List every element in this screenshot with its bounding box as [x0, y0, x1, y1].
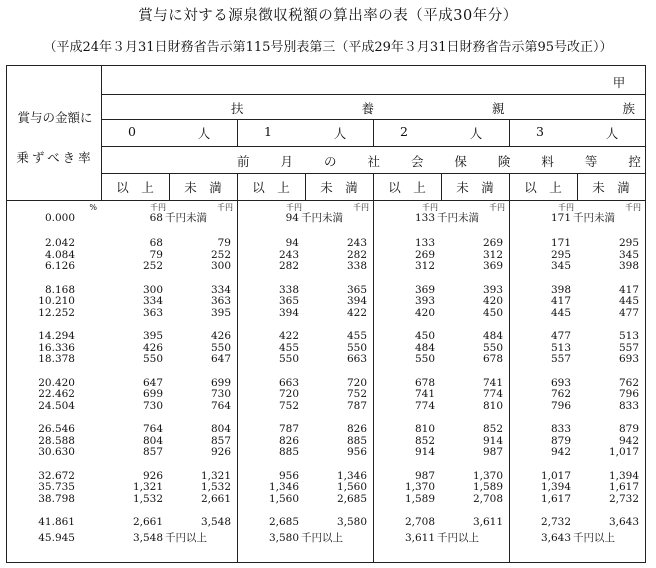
- table-cell-value: 365: [278, 295, 299, 307]
- table-cell-value: 926: [142, 469, 163, 482]
- social-insurance-char: 険: [497, 154, 511, 169]
- rate-value: 20.420: [38, 376, 75, 389]
- table-cell-value: 1,321: [132, 481, 163, 493]
- table-cell-value: 369: [482, 260, 503, 272]
- table-cell-value: 393: [414, 295, 435, 307]
- table-cell-value: 693: [618, 353, 639, 365]
- table-cell-value: 426: [142, 341, 163, 354]
- table-cell-value: 550: [482, 341, 503, 354]
- table-cell-value: 879: [550, 434, 571, 447]
- table-cell-value: 774: [414, 399, 435, 412]
- table-cell-value: 987: [414, 469, 435, 482]
- table-cell-value: 2,685: [268, 516, 299, 528]
- table-cell-value: 450: [482, 306, 503, 319]
- table-cell-value: 393: [482, 283, 503, 296]
- table-cell-value: 369: [414, 283, 435, 296]
- table-cell-value: 363: [142, 306, 163, 319]
- table-cell-value: 942: [618, 434, 639, 447]
- social-insurance-char: の: [323, 154, 337, 169]
- table-cell-value: 513: [550, 341, 571, 354]
- left-header-line2: 乗ずべき率: [16, 150, 94, 165]
- rate-value: 28.588: [38, 434, 75, 447]
- table-cell-value: 956: [278, 469, 299, 482]
- grid-line: [237, 119, 238, 146]
- dependents-unit: 人: [469, 126, 483, 141]
- grid-line: [373, 119, 374, 146]
- bracket-value: 68: [149, 212, 163, 224]
- bracket-suffix: 千円以上: [301, 532, 343, 544]
- bracket-value: 3,643: [540, 532, 571, 544]
- table-cell-value: 752: [278, 399, 299, 412]
- table-cell-value: 477: [550, 330, 571, 342]
- table-cell-value: 426: [210, 330, 231, 342]
- table-cell-value: 133: [414, 237, 435, 249]
- table-cell-value: 422: [346, 306, 367, 319]
- tax-rate-table: [6, 65, 646, 563]
- table-cell-value: 334: [142, 295, 163, 307]
- table-cell-value: 879: [618, 423, 639, 435]
- yen-unit: 千円: [422, 203, 438, 212]
- dependents-count: 3: [536, 124, 544, 139]
- table-cell-value: 300: [210, 260, 231, 272]
- table-cell-value: 550: [210, 341, 231, 354]
- table-cell-value: 693: [550, 376, 571, 389]
- table-cell-value: 699: [210, 376, 231, 389]
- social-insurance-char: 等: [584, 154, 598, 169]
- dependents-count: 0: [128, 124, 136, 139]
- table-cell-value: 550: [414, 353, 435, 365]
- table-cell-value: 395: [210, 306, 231, 319]
- table-cell-value: 787: [278, 423, 299, 435]
- table-cell-value: 455: [346, 330, 367, 342]
- table-cell-value: 398: [550, 283, 571, 296]
- rate-value: 18.378: [38, 353, 75, 365]
- social-insurance-char: 月: [280, 154, 293, 169]
- bracket-value: 171: [550, 212, 571, 224]
- table-cell-value: 363: [210, 295, 231, 307]
- range-header-min: 以 上: [252, 180, 290, 195]
- table-cell-value: 774: [482, 388, 503, 400]
- table-cell-value: 1,532: [200, 481, 231, 493]
- table-cell-value: 764: [142, 423, 163, 435]
- table-cell-value: 1,017: [608, 446, 639, 458]
- table-cell-value: 420: [414, 306, 435, 319]
- table-cell-value: 445: [618, 295, 639, 307]
- table-cell-value: 1,560: [336, 481, 367, 493]
- table-cell-value: 3,580: [336, 516, 367, 528]
- table-cell-value: 417: [550, 295, 571, 307]
- range-header-min: 以 上: [116, 180, 154, 195]
- page-subtitle: （平成24年３月31日財務省告示第115号別表第三（平成29年３月31日財務省告示第95号改正））: [43, 40, 613, 55]
- table-cell-value: 1,370: [404, 481, 435, 493]
- bracket-value: 133: [414, 212, 435, 224]
- table-cell-value: 663: [278, 376, 299, 389]
- rate-value: 14.294: [38, 330, 75, 342]
- table-cell-value: 942: [550, 446, 571, 458]
- table-cell-value: 1,532: [132, 492, 163, 505]
- table-cell-value: 926: [210, 446, 231, 458]
- table-cell-value: 171: [550, 237, 571, 249]
- table-cell-value: 647: [210, 353, 231, 365]
- table-cell-value: 295: [550, 248, 571, 261]
- table-cell-value: 796: [550, 399, 571, 412]
- rate-value: 8.168: [44, 283, 75, 296]
- table-cell-value: 252: [142, 260, 163, 272]
- yen-unit: 千円: [150, 203, 166, 212]
- dependents-unit: 人: [333, 126, 347, 141]
- table-cell-value: 1,346: [336, 469, 367, 482]
- yen-unit: 千円: [625, 203, 641, 212]
- yen-unit: 千円: [286, 203, 302, 212]
- yen-unit: 千円: [489, 203, 505, 212]
- table-cell-value: 79: [149, 248, 163, 261]
- table-cell-value: 2,661: [132, 516, 163, 528]
- yen-unit: 千円: [217, 203, 233, 212]
- dependents-unit: 人: [605, 126, 619, 141]
- dependents-count: 1: [264, 124, 272, 139]
- table-cell-value: 295: [618, 237, 639, 249]
- table-cell-value: 1,321: [200, 469, 231, 482]
- table-cell-value: 914: [414, 446, 435, 458]
- table-cell-value: 477: [618, 306, 639, 319]
- table-cell-value: 1,394: [540, 481, 571, 493]
- bracket-suffix: 千円未満: [573, 212, 615, 224]
- table-cell-value: 550: [278, 353, 299, 365]
- table-cell-value: 2,732: [540, 516, 571, 528]
- table-cell-value: 3,611: [472, 516, 503, 528]
- bracket-suffix: 千円未満: [165, 212, 207, 224]
- table-cell-value: 730: [210, 388, 231, 400]
- table-cell-value: 804: [210, 423, 231, 435]
- table-cell-value: 2,661: [200, 492, 231, 505]
- table-cell-value: 730: [142, 399, 163, 412]
- table-cell-value: 826: [278, 434, 299, 447]
- table-cell-value: 762: [618, 376, 639, 389]
- range-header-min: 以 上: [388, 180, 426, 195]
- range-header-max: 未 満: [456, 180, 494, 195]
- table-cell-value: 741: [482, 376, 503, 389]
- grid-line: [509, 119, 510, 146]
- table-cell-value: 455: [278, 341, 299, 354]
- bracket-suffix: 千円未満: [437, 212, 479, 224]
- social-insurance-char: 会: [410, 154, 424, 169]
- table-cell-value: 1,017: [540, 469, 571, 482]
- bracket-value: 3,548: [132, 532, 163, 544]
- table-cell-value: 398: [618, 260, 639, 272]
- grid-line: [7, 200, 645, 201]
- table-cell-value: 1,617: [608, 481, 639, 493]
- table-cell-value: 1,346: [268, 481, 299, 493]
- table-cell-value: 484: [482, 330, 503, 342]
- table-cell-value: 764: [210, 399, 231, 412]
- table-cell-value: 312: [414, 260, 435, 272]
- rate-value: 22.462: [38, 388, 75, 400]
- rate-value: 24.504: [38, 399, 75, 412]
- grid-line: [101, 146, 645, 147]
- table-cell-value: 282: [278, 260, 299, 272]
- table-cell-value: 1,589: [404, 492, 435, 505]
- bracket-suffix: 千円以上: [165, 532, 207, 544]
- rate-value: 4.084: [44, 248, 75, 261]
- social-insurance-char: 料: [541, 154, 554, 169]
- table-cell-value: 699: [142, 388, 163, 400]
- rate-value: 41.861: [38, 516, 75, 528]
- table-cell-value: 345: [550, 260, 571, 272]
- table-cell-value: 365: [346, 283, 367, 296]
- table-cell-value: 269: [482, 237, 503, 249]
- bracket-value: 94: [285, 212, 299, 224]
- rate-value: 6.126: [44, 260, 75, 272]
- social-insurance-char: 控: [628, 154, 641, 169]
- table-cell-value: 810: [482, 399, 503, 412]
- rate-value: 12.252: [38, 306, 75, 319]
- range-header-min: 以 上: [524, 180, 562, 195]
- rate-value: 38.798: [38, 492, 75, 505]
- table-cell-value: 334: [210, 283, 231, 296]
- rate-value: 16.336: [38, 341, 75, 354]
- dependents-header: [231, 99, 635, 117]
- table-cell-value: 1,589: [472, 481, 503, 493]
- table-cell-value: 252: [210, 248, 231, 261]
- rate-value: 32.672: [38, 469, 75, 482]
- table-cell-value: 79: [217, 237, 231, 249]
- dependents-char: 養: [361, 101, 374, 116]
- left-header-line1: 賞与の金額に: [17, 110, 93, 125]
- table-cell-value: 557: [618, 341, 639, 354]
- yen-unit: 千円: [353, 203, 369, 212]
- table-cell-value: 852: [482, 423, 503, 435]
- table-cell-value: 852: [414, 434, 435, 447]
- table-cell-value: 2,708: [472, 492, 503, 505]
- grid-line: [101, 94, 645, 95]
- table-cell-value: 269: [414, 248, 435, 261]
- kou-label: 甲: [612, 75, 626, 90]
- table-cell-value: 68: [149, 237, 163, 249]
- table-cell-value: 956: [346, 446, 367, 458]
- social-insurance-header: [237, 152, 641, 170]
- table-cell-value: 513: [618, 330, 639, 342]
- table-cell-value: 678: [482, 353, 503, 365]
- bracket-suffix: 千円以上: [437, 532, 479, 544]
- percent-unit: %: [89, 203, 97, 212]
- table-cell-value: 752: [346, 388, 367, 400]
- table-cell-value: 484: [414, 341, 435, 354]
- table-cell-value: 987: [482, 446, 503, 458]
- table-cell-value: 417: [618, 283, 639, 296]
- table-cell-value: 2,708: [404, 516, 435, 528]
- table-cell-value: 3,643: [608, 516, 639, 528]
- bracket-value: 3,580: [268, 532, 299, 544]
- range-header-max: 未 満: [184, 180, 222, 195]
- table-cell-value: 300: [142, 283, 163, 296]
- table-cell-value: 857: [142, 446, 163, 458]
- table-cell-value: 395: [142, 330, 163, 342]
- table-cell-value: 394: [346, 295, 367, 307]
- table-cell-value: 94: [285, 237, 299, 249]
- rate-value: 30.630: [38, 446, 75, 458]
- table-cell-value: 1,617: [540, 492, 571, 505]
- table-cell-value: 420: [482, 295, 503, 307]
- table-cell-value: 678: [414, 376, 435, 389]
- table-cell-value: 550: [346, 341, 367, 354]
- social-insurance-char: 前: [237, 154, 250, 169]
- yen-unit: 千円: [558, 203, 574, 212]
- table-cell-value: 394: [278, 306, 299, 319]
- table-cell-value: 833: [550, 423, 571, 435]
- table-cell-value: 720: [278, 388, 299, 400]
- rate-value: 45.945: [38, 532, 75, 544]
- table-cell-value: 550: [142, 353, 163, 365]
- table-cell-value: 914: [482, 434, 503, 447]
- table-cell-value: 338: [346, 260, 367, 272]
- table-cell-value: 663: [346, 353, 367, 365]
- bracket-suffix: 千円未満: [301, 212, 343, 224]
- page-title: 賞与に対する源泉徴収税額の算出率の表（平成30年分）: [138, 8, 518, 24]
- table-cell-value: 804: [142, 434, 163, 447]
- table-cell-value: 243: [278, 248, 299, 261]
- table-cell-value: 243: [346, 237, 367, 249]
- rate-value: 0.000: [44, 212, 75, 224]
- table-cell-value: 557: [550, 353, 571, 365]
- rate-value: 26.546: [38, 423, 75, 435]
- dependents-char: 親: [491, 101, 505, 116]
- table-cell-value: 762: [550, 388, 571, 400]
- bracket-value: 3,611: [404, 532, 435, 544]
- table-cell-value: 312: [482, 248, 503, 261]
- rate-value: 2.042: [44, 237, 75, 249]
- table-cell-value: 422: [278, 330, 299, 342]
- table-cell-value: 720: [346, 376, 367, 389]
- social-insurance-char: 社: [367, 154, 380, 169]
- range-header-max: 未 満: [320, 180, 358, 195]
- rate-value: 10.210: [38, 295, 75, 307]
- range-header-max: 未 満: [592, 180, 630, 195]
- table-cell-value: 445: [550, 306, 571, 319]
- table-cell-value: 796: [618, 388, 639, 400]
- table-cell-value: 282: [346, 248, 367, 261]
- dependents-unit: 人: [197, 126, 211, 141]
- table-cell-value: 3,548: [200, 516, 231, 528]
- rate-value: 35.735: [38, 481, 75, 493]
- table-cell-value: 450: [414, 330, 435, 342]
- table-cell-value: 338: [278, 283, 299, 296]
- table-cell-value: 826: [346, 423, 367, 435]
- table-cell-value: 2,732: [608, 492, 639, 505]
- dependents-char: 族: [622, 101, 635, 116]
- dependents-count: 2: [400, 124, 408, 139]
- table-cell-value: 833: [618, 399, 639, 412]
- table-cell-value: 2,685: [336, 492, 367, 505]
- table-cell-value: 857: [210, 434, 231, 447]
- table-cell-value: 885: [346, 434, 367, 447]
- social-insurance-char: 保: [454, 154, 467, 169]
- table-cell-value: 1,560: [268, 492, 299, 505]
- table-cell-value: 810: [414, 423, 435, 435]
- dependents-char: 扶: [231, 101, 244, 116]
- table-cell-value: 647: [142, 376, 163, 389]
- table-cell-value: 885: [278, 446, 299, 458]
- bracket-suffix: 千円以上: [573, 532, 615, 544]
- table-cell-value: 345: [618, 248, 639, 261]
- table-cell-value: 741: [414, 388, 435, 400]
- table-cell-value: 1,394: [608, 469, 639, 482]
- table-cell-value: 787: [346, 399, 367, 412]
- table-cell-value: 1,370: [472, 469, 503, 482]
